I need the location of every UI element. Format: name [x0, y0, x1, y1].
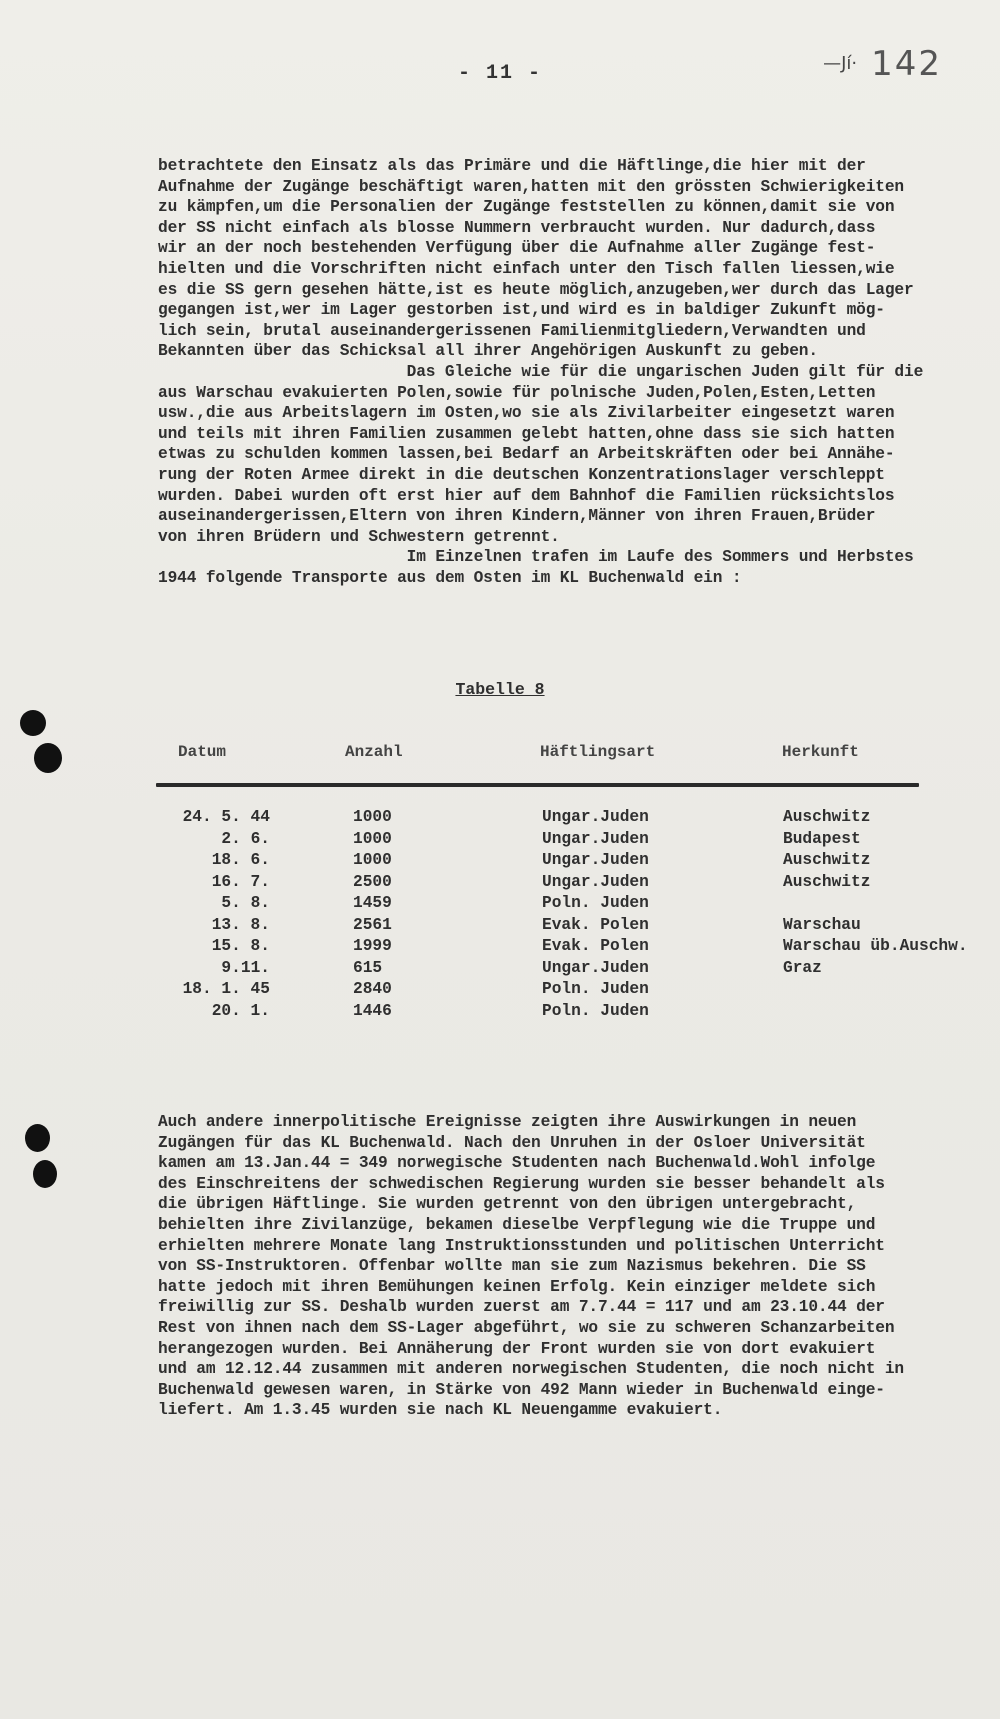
- cell-herkunft: Auschwitz: [783, 808, 871, 826]
- text-line: herangezogen wurden. Bei Annäherung der Front wurden sie von dort evakuiert: [158, 1339, 876, 1358]
- text-line: kamen am 13.Jan.44 = 349 norwegische Studenten nach Buchenwald.Wohl infolge: [158, 1154, 876, 1173]
- text-line: wir an der noch bestehenden Verfügung über die Aufnahme aller Zugänge fest-: [158, 239, 876, 258]
- text-line: usw.,die aus Arbeitslagern im Osten,wo sie als Zivilarbeiter eingesetzt waren: [158, 404, 895, 423]
- archive-page-number: 142: [871, 44, 942, 84]
- cell-datum: 20. 1.: [211, 1001, 270, 1020]
- cell-anzahl: 1000: [353, 851, 392, 869]
- cell-anzahl: 2500: [353, 872, 392, 891]
- cell-herkunft: Warschau: [783, 915, 861, 934]
- cell-haeftlingsart: Poln. Juden: [542, 894, 649, 912]
- text-line: es die SS gern gesehen hätte,ist es heute möglich,anzugeben,wer durch das Lager: [158, 280, 914, 299]
- cell-datum: 15. 8.: [211, 937, 270, 955]
- column-header-herkunft: Herkunft: [782, 743, 859, 761]
- paragraph-intro: [158, 156, 950, 588]
- table-divider: [156, 783, 919, 787]
- table-row: [0, 980, 1000, 1002]
- table-row: [0, 959, 1000, 981]
- text-line: erhielten mehrere Monate lang Instruktionsstunden und politischen Unterricht: [158, 1236, 885, 1255]
- text-line: aus Warschau evakuierten Polen,sowie für polnische Juden,Polen,Esten,Letten: [158, 383, 876, 402]
- cell-anzahl: 1000: [353, 829, 392, 848]
- text-line: freiwillig zur SS. Deshalb wurden zuerst am 7.7.44 = 117 und am 23.10.44 der: [158, 1298, 885, 1317]
- table-row: [0, 916, 1000, 938]
- text-line: und am 12.12.44 zusammen mit anderen norwegischen Studenten, die noch nicht in: [158, 1360, 904, 1379]
- cell-haeftlingsart: Poln. Juden: [542, 980, 649, 998]
- text-line: Aufnahme der Zugänge beschäftigt waren,hatten mit den grössten Schwierigkeiten: [158, 177, 904, 196]
- cell-haeftlingsart: Ungar.Juden: [542, 808, 649, 826]
- text-line: gegangen ist,wer im Lager gestorben ist,und wird es in baldiger Zukunft mög-: [158, 301, 885, 320]
- punch-hole: [34, 743, 62, 773]
- text-line: der SS nicht einfach als blosse Nummern verbraucht wurden. Nur dadurch,dass: [158, 218, 876, 237]
- table-title: Tabelle 8: [455, 680, 545, 699]
- cell-anzahl: 1999: [353, 937, 392, 955]
- cell-anzahl: 2561: [353, 915, 392, 934]
- text-line: auseinandergerissen,Eltern von ihren Kindern,Männer von ihren Frauen,Brüder: [158, 507, 876, 526]
- cell-anzahl: 615: [353, 958, 383, 977]
- cell-haeftlingsart: Evak. Polen: [542, 937, 649, 955]
- text-line: Bekannten über das Schicksal all ihrer Angehörigen Auskunft zu geben.: [158, 342, 818, 361]
- punch-hole: [25, 1124, 50, 1152]
- table-row: [0, 873, 1000, 895]
- cell-datum: 24. 5. 44: [182, 808, 270, 826]
- text-line: etwas zu schulden kommen lassen,bei Bedarf an Arbeitskräften oder bei Annähe-: [158, 445, 895, 464]
- page-number: - 11 -: [457, 62, 542, 85]
- cell-herkunft: Graz: [783, 958, 822, 977]
- cell-datum: 9.11.: [221, 958, 270, 977]
- cell-haeftlingsart: Evak. Polen: [542, 915, 649, 934]
- text-line: wurden. Dabei wurden oft erst hier auf dem Bahnhof die Familien rücksichtslos: [158, 486, 895, 505]
- table-row: [0, 1002, 1000, 1024]
- cell-herkunft: Budapest: [783, 829, 861, 848]
- cell-datum: 5. 8.: [221, 894, 270, 912]
- cell-anzahl: 1446: [353, 1001, 392, 1020]
- cell-herkunft: Warschau üb.Auschw.: [783, 937, 968, 955]
- text-line: hielten und die Vorschriften nicht einfach unter den Tisch fallen liessen,wie: [158, 259, 895, 278]
- table-row: [0, 851, 1000, 873]
- text-line: rung der Roten Armee direkt in die deutschen Konzentrationslager verschleppt: [158, 465, 885, 484]
- cell-anzahl: 2840: [353, 980, 392, 998]
- paragraph-norwegian-students: [158, 1112, 950, 1421]
- cell-herkunft: Auschwitz: [783, 851, 871, 869]
- archive-stamp: [823, 44, 942, 84]
- cell-herkunft: Auschwitz: [783, 872, 871, 891]
- table-row: [0, 894, 1000, 916]
- text-line: Das Gleiche wie für die ungarischen Juden gilt für die: [158, 362, 924, 381]
- table-row: [0, 830, 1000, 852]
- column-header-haeftlingsart: Häftlingsart: [540, 743, 656, 761]
- text-line: und teils mit ihren Familien zusammen gelebt hatten,ohne dass sie sich hatten: [158, 424, 895, 443]
- text-line: Im Einzelnen trafen im Laufe des Sommers und Herbstes: [158, 548, 914, 567]
- text-line: liefert. Am 1.3.45 wurden sie nach KL Neuengamme evakuiert.: [158, 1401, 723, 1420]
- text-line: lich sein, brutal auseinandergerissenen Familienmitgliedern,Verwandten und: [158, 321, 866, 340]
- cell-haeftlingsart: Ungar.Juden: [542, 872, 649, 891]
- cell-haeftlingsart: Ungar.Juden: [542, 829, 649, 848]
- cell-haeftlingsart: Ungar.Juden: [542, 958, 649, 977]
- cell-anzahl: 1000: [353, 808, 392, 826]
- table-row: [0, 937, 1000, 959]
- cell-haeftlingsart: Poln. Juden: [542, 1001, 649, 1020]
- text-line: hatte jedoch mit ihren Bemühungen keinen Erfolg. Kein einziger meldete sich: [158, 1277, 876, 1296]
- table-row: [0, 808, 1000, 830]
- text-line: Rest von ihnen nach dem SS-Lager abgeführt, wo sie zu schweren Schanzarbeiten: [158, 1318, 895, 1337]
- cell-haeftlingsart: Ungar.Juden: [542, 851, 649, 869]
- text-line: zu kämpfen,um die Personalien der Zugänge feststellen zu können,damit sie von: [158, 198, 895, 217]
- cell-datum: 2. 6.: [221, 829, 270, 848]
- column-header-anzahl: Anzahl: [345, 743, 403, 761]
- cell-datum: 16. 7.: [211, 872, 270, 891]
- text-line: Auch andere innerpolitische Ereignisse zeigten ihre Auswirkungen in neuen: [158, 1113, 857, 1131]
- cell-datum: 18. 6.: [211, 851, 270, 869]
- text-line: Buchenwald gewesen waren, in Stärke von 492 Mann wieder in Buchenwald einge-: [158, 1380, 885, 1399]
- text-line: Zugängen für das KL Buchenwald. Nach den Unruhen in der Osloer Universität: [158, 1133, 866, 1152]
- transport-table: [0, 808, 1000, 1023]
- text-line: von SS-Instruktoren. Offenbar wollte man sie zum Nazismus bekehren. Die SS: [158, 1257, 866, 1276]
- column-header-datum: Datum: [178, 743, 227, 761]
- punch-hole: [20, 710, 46, 736]
- text-line: die übrigen Häftlinge. Sie wurden getrennt von den übrigen untergebracht,: [158, 1195, 857, 1214]
- text-line: des Einschreitens der schwedischen Regierung wurden sie besser behandelt als: [158, 1174, 885, 1193]
- cell-anzahl: 1459: [353, 894, 392, 912]
- text-line: betrachtete den Einsatz als das Primäre und die Häftlinge,die hier mit der: [158, 157, 866, 175]
- archive-scribble: —Jí·: [823, 53, 858, 74]
- text-line: behielten ihre Zivilanzüge, bekamen dieselbe Verpflegung wie die Truppe und: [158, 1215, 876, 1234]
- text-line: 1944 folgende Transporte aus dem Osten im KL Buchenwald ein :: [158, 568, 742, 587]
- cell-datum: 13. 8.: [211, 915, 270, 934]
- cell-datum: 18. 1. 45: [182, 980, 270, 998]
- text-line: von ihren Brüdern und Schwestern getrennt.: [158, 527, 560, 546]
- punch-hole: [33, 1160, 57, 1188]
